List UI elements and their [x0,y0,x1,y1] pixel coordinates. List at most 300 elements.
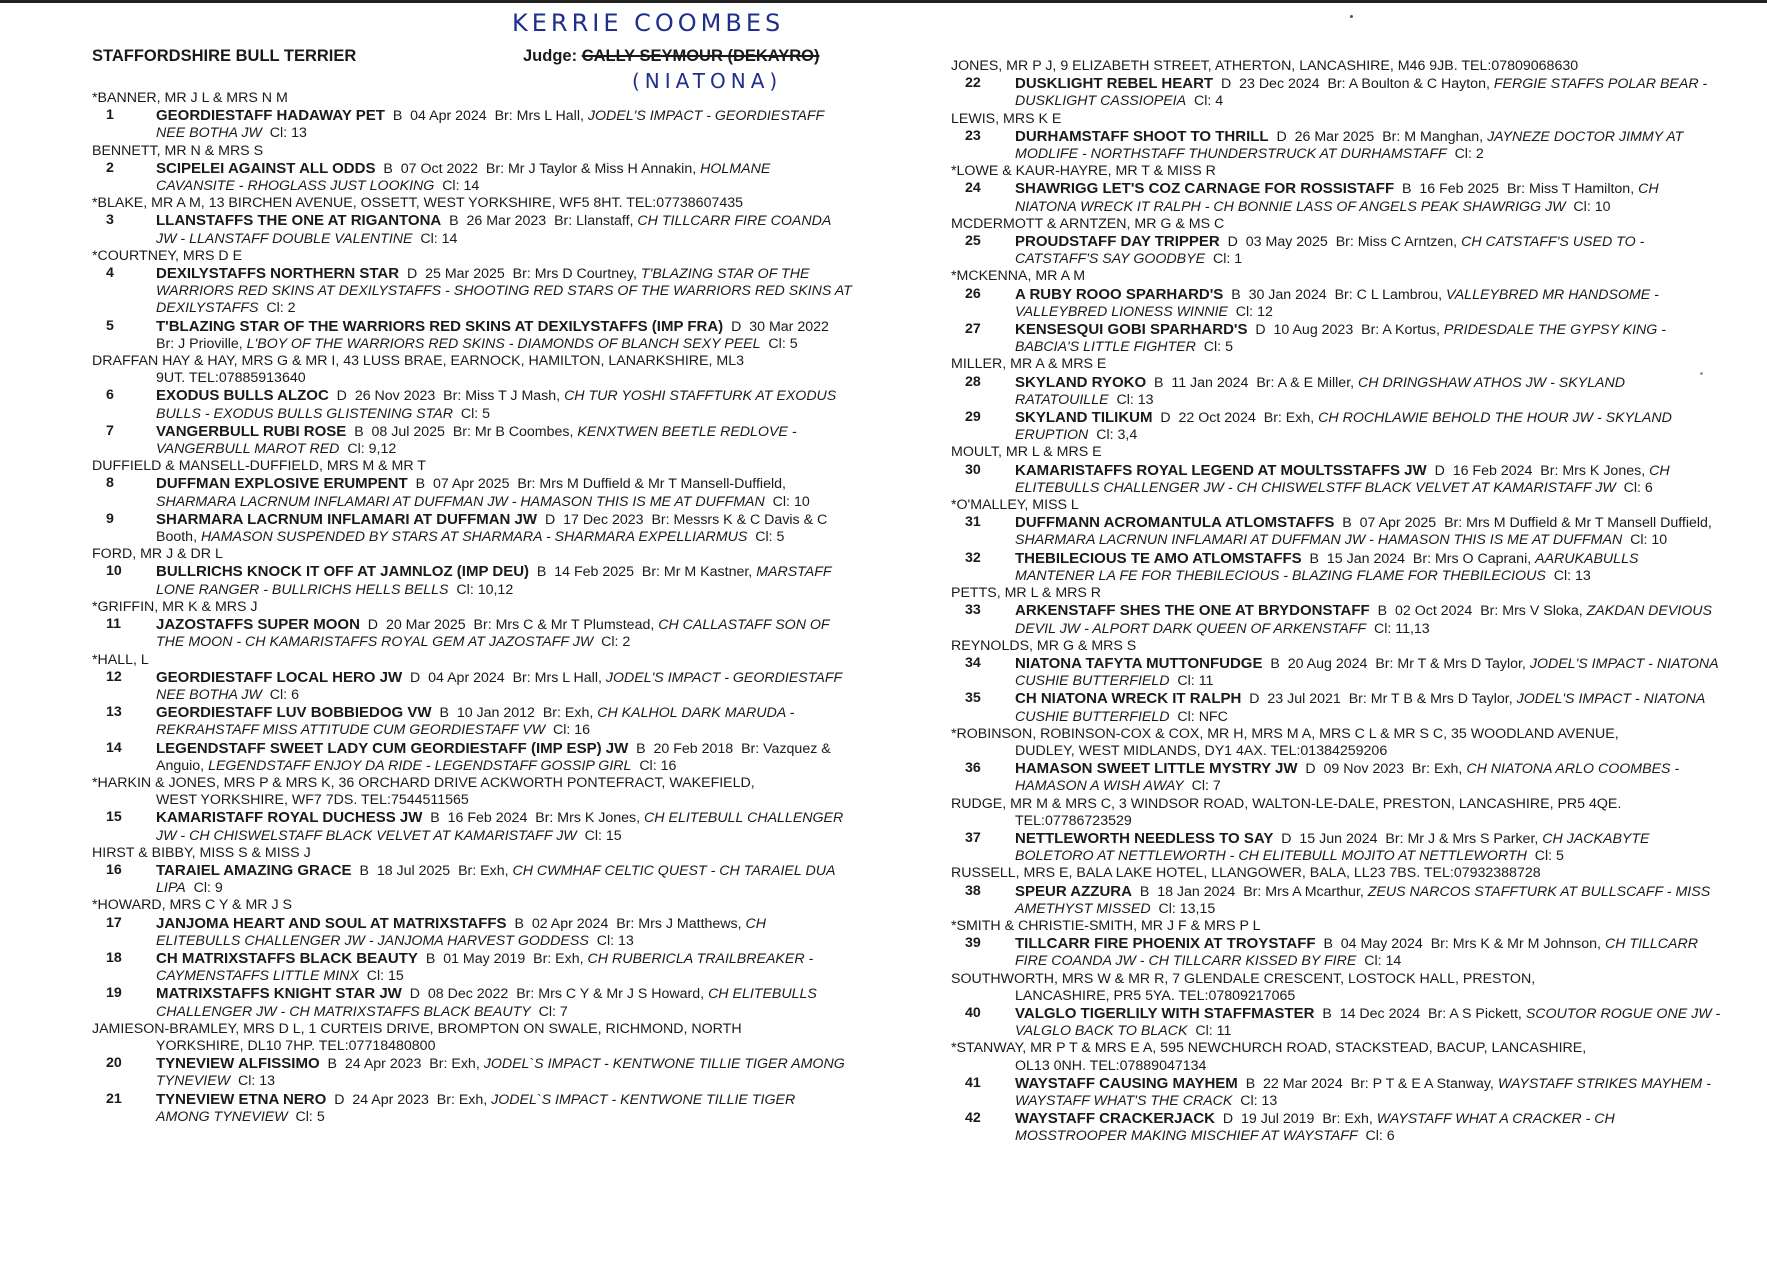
parentage: VALLEYBRED MR HANDSOME - VALLEYBRED LIONESS WINNIE [1015,286,1659,320]
owner-line [92,599,852,616]
entry-row [951,128,1721,163]
entry-number: 14 [106,739,122,756]
parentage: CH ELITEBULLS CHALLENGER JW - CH CHISWELSTFF BLACK VELVET AT KAMARISTAFF JW [1015,462,1670,496]
owner-name: *HALL, L [92,651,149,668]
entry-details [1015,75,1721,110]
entry-details [1015,1110,1721,1145]
dog-dob: 24 Apr 2023 [352,1091,429,1108]
entry-row [951,1005,1721,1040]
entry-details [156,985,852,1020]
owner-address-cont: LANCASHIRE, PR5 5YA. TEL:07809217065 [1015,987,1296,1004]
dog-dob: 26 Mar 2023 [466,213,547,230]
entry-row [92,740,852,775]
dog-name: SKYLAND RYOKO [1015,373,1147,391]
dog-name: SCIPELEI AGAINST ALL ODDS [156,159,376,177]
parentage: JODEL`S IMPACT - KENTWONE TILLIE TIGER AMONG TYNEVIEW [156,1056,845,1090]
entry-details [1015,935,1721,970]
classes-entered: Cl: 2 [601,634,631,651]
breeder: Br: Miss T J Mash, [443,388,561,405]
entry-details [156,1091,852,1126]
parentage: T'BLAZING STAR OF THE WARRIORS RED SKINS AT DEXILYSTAFFS - SHOOTING RED STARS OF THE WARRIORS RED SKINS AT DEXILYSTAFFS [156,266,852,317]
entry-number: 23 [965,127,981,144]
parentage: JODEL'S IMPACT - GEORDIESTAFF NEE BOTHA JW [156,108,824,142]
breeder: Br: P T & E A Stanway, [1350,1075,1494,1092]
dog-name: NETTLEWORTH NEEDLESS TO SAY [1015,829,1274,847]
owner-name: PETTS, MR L & MRS R [951,585,1102,602]
entry-number: 28 [965,373,981,390]
dog-sex: B [439,705,449,722]
parentage: AARUKABULLS MANTENER LA FE FOR THEBILECIOUS - BLAZING FLAME FOR THEBILECIOUS [1015,550,1639,584]
judge-line [523,48,819,65]
right-column [951,0,1721,1146]
breeder: Br: Mrs L Hall, [512,669,602,686]
catalogue-header [92,0,852,93]
owner-name: *SMITH & CHRISTIE-SMITH, MR J F & MRS P L [951,917,1261,934]
classes-entered: Cl: 10 [1630,532,1668,549]
entry-row [951,374,1721,409]
dog-dob: 30 Jan 2024 [1248,286,1327,303]
breeder: Br: Mr J & Mrs S Parker, [1385,830,1539,847]
classes-entered: Cl: 12 [1235,303,1273,320]
breeder: Br: Exh, [1322,1111,1373,1128]
dog-name: SKYLAND TILIKUM [1015,409,1153,427]
dog-sex: B [636,740,646,757]
owner-line [92,546,852,563]
breeder: Br: Mrs C & Mr T Plumstead, [473,617,655,634]
breeder: Br: Mrs A Mcarthur, [1243,883,1364,900]
breeder: Br: Mrs V Sloka, [1480,603,1583,620]
entry-row [951,514,1721,549]
dog-sex: B [449,213,459,230]
owner-name: *COURTNEY, MRS D E [92,247,243,264]
entry-row [951,286,1721,321]
classes-entered: Cl: 11 [1195,1023,1232,1040]
owner-name: *HOWARD, MRS C Y & MR J S [92,897,292,914]
classes-entered: Cl: 10 [772,493,810,510]
owner-line [951,444,1721,461]
entry-details [1015,180,1721,215]
dog-dob: 14 Feb 2025 [554,564,634,581]
entry-number: 19 [106,985,122,1002]
dog-name: GEORDIESTAFF LUV BOBBIEDOG VW [156,704,432,722]
entry-row [92,704,852,739]
classes-entered: Cl: 13 [596,932,634,949]
entry-details [156,704,852,739]
owner-line [951,971,1721,1005]
dog-dob: 20 Mar 2025 [385,617,466,634]
dog-name: DEXILYSTAFFS NORTHERN STAR [156,265,400,283]
dog-sex: B [1139,883,1150,900]
entry-number: 32 [965,549,981,566]
entry-row [92,212,852,247]
dog-name: SHAWRIGG LET'S COZ CARNAGE FOR ROSSISTAFF [1015,180,1395,198]
dog-name: DUFFMANN ACROMANTULA ATLOMSTAFFS [1015,514,1335,532]
dog-sex: D [1276,128,1287,145]
owner-line [951,1040,1721,1074]
breeder: Br: Exh, [429,1056,480,1073]
dog-name: THEBILECIOUS TE AMO ATLOMSTAFFS [1015,549,1302,567]
entry-number: 26 [965,285,981,302]
parentage: CH ROCHLAWIE BEHOLD THE HOUR JW - SKYLAND ERUPTION [1015,410,1672,444]
parentage: CH NIATONA ARLO COOMBES - HAMASON A WISH AWAY [1015,761,1680,795]
classes-entered: Cl: 13 [1116,391,1154,408]
entry-number: 12 [106,668,122,685]
dog-sex: D [406,266,418,283]
entry-row [951,830,1721,865]
classes-entered: Cl: 7 [538,1003,568,1020]
entry-details [156,511,852,546]
entry-row [951,409,1721,444]
entry-number: 18 [106,949,122,966]
dog-dob: 15 Jun 2024 [1299,830,1378,847]
owner-name: DRAFFAN HAY & HAY, MRS G & MR I, 43 LUSS BRAE, EARNOCK, HAMILTON, LANARKSHIRE, ML3 [92,353,744,370]
dog-name: GEORDIESTAFF LOCAL HERO JW [156,668,403,686]
classes-entered: Cl: 6 [269,686,299,703]
owner-name: HIRST & BIBBY, MISS S & MISS J [92,844,311,861]
parentage: CH TILLCARR FIRE COANDA JW - LLANSTAFF DOUBLE VALENTINE [156,213,831,247]
entry-details [156,563,852,598]
entry-number: 27 [965,321,981,338]
parentage: CH ELITEBULLS CHALLENGER JW - JANJOMA HARVEST GODDESS [156,915,767,949]
entry-details [156,318,852,353]
breeder: Br: Mr M Kastner, [641,564,753,581]
entry-row [951,760,1721,795]
owner-address-cont: DUDLEY, WEST MIDLANDS, DY1 4AX. TEL:01384259206 [1015,742,1388,759]
owner-line [951,726,1721,760]
dog-sex: B [1402,181,1412,198]
entry-row [92,318,852,353]
parentage: CH RUBERICLA TRAILBREAKER - CAYMENSTAFFS LITTLE MINX [156,950,814,985]
entry-number: 5 [106,317,114,334]
classes-entered: Cl: 10 [1573,198,1611,215]
parentage: L'BOY OF THE WARRIORS RED SKINS - DIAMONDS OF BLANCH SEXY PEEL [246,335,761,352]
parentage: CH CWMHAF CELTIC QUEST - CH TARAIEL DUA LIPA [156,862,835,897]
dog-dob: 20 Feb 2018 [653,740,734,757]
breeder: Br: J Prioville, [156,335,243,352]
entry-details [156,387,852,422]
parentage: CH CALLASTAFF SON OF THE MOON - CH KAMARISTAFFS ROYAL GEM AT JAZOSTAFF JW [156,617,830,651]
dog-sex: D [1281,830,1292,847]
judge-struck-name: CALLY SEYMOUR (DEKAYRO) [581,47,820,65]
dog-dob: 17 Dec 2023 [563,511,644,528]
entry-number: 39 [965,935,981,952]
entry-details [1015,286,1721,321]
entry-row [951,233,1721,268]
breeder: Br: C L Lambrou, [1334,286,1443,303]
owner-name: *LOWE & KAUR-HAYRE, MR T & MISS R [951,163,1216,180]
owner-name: RUDGE, MR M & MRS C, 3 WINDSOR ROAD, WALTON-LE-DALE, PRESTON, LANCASHIRE, PR5 4QE. [951,795,1622,812]
entry-details [1015,128,1721,163]
dog-dob: 15 Jan 2024 [1326,550,1406,567]
entry-details [156,669,852,704]
breeder: Br: Mrs M Duffield & Mr T Mansell-Duffield, [517,476,786,493]
breeder: Br: Exh, [542,705,594,722]
dog-dob: 04 Apr 2024 [410,108,487,125]
entry-number: 31 [965,514,981,531]
dog-dob: 24 Apr 2023 [344,1056,422,1073]
owner-line [951,356,1721,373]
entry-details [1015,550,1721,585]
owner-name: *O'MALLEY, MISS L [951,497,1079,514]
owner-address-cont: OL13 0NH. TEL:07889047134 [1015,1057,1207,1074]
classes-entered: Cl: 14 [1364,953,1402,970]
owner-name: LEWIS, MRS K E [951,110,1062,127]
dog-name: TILLCARR FIRE PHOENIX AT TROYSTAFF [1015,935,1316,953]
parentage: CH NIATONA WRECK IT RALPH - CH BONNIE LASS OF ANGELS PEAK SHAWRIGG JW [1015,181,1659,215]
entry-details [1015,233,1721,268]
breeder: Br: Mrs M Duffield & Mr T Mansell Duffield, [1444,515,1712,532]
entry-details [1015,1075,1721,1110]
entry-row [92,985,852,1020]
entry-row [92,511,852,546]
classes-entered: Cl: 5 [768,335,798,352]
owner-name: *MCKENNA, MR A M [951,268,1086,285]
breeder: Br: Mr T B & Mrs D Taylor, [1348,691,1513,708]
entry-row [92,265,852,318]
entry-row [951,462,1721,497]
parentage: CH JACKABYTE BOLETORO AT NETTLEWORTH - CH ELITEBULL MOJITO AT NETTLEWORTH [1015,830,1650,865]
entry-details [1015,462,1721,497]
entry-number: 38 [965,882,981,899]
scan-speck [1350,15,1353,18]
dog-dob: 14 Dec 2024 [1339,1005,1421,1022]
classes-entered: Cl: 13 [1240,1092,1278,1109]
dog-name: T'BLAZING STAR OF THE WARRIORS RED SKINS AT DEXILYSTAFFS (IMP FRA) [156,317,724,335]
entry-number: 16 [106,861,122,878]
dog-sex: D [1222,1111,1234,1128]
parentage: CH CATSTAFF'S USED TO - CATSTAFF'S SAY GOODBYE [1015,234,1645,268]
dog-sex: D [1227,234,1238,251]
entry-details [156,862,852,897]
owner-line [92,248,852,265]
owner-line [951,796,1721,830]
owner-line [92,195,852,212]
dog-sex: D [409,986,420,1003]
dog-name: CH MATRIXSTAFFS BLACK BEAUTY [156,949,418,967]
entry-details [156,1055,852,1090]
dog-name: ARKENSTAFF SHES THE ONE AT BRYDONSTAFF [1015,602,1370,620]
owner-line [951,216,1721,233]
breeder: Br: Mrs O Caprani, [1412,550,1532,567]
breeder: Br: Mr B Coombes, [452,423,574,440]
dog-name: BULLRICHS KNOCK IT OFF AT JAMNLOZ (IMP DEU) [156,563,530,581]
dog-sex: B [536,564,547,581]
entry-row [92,616,852,651]
dog-name: JAZOSTAFFS SUPER MOON [156,616,360,634]
classes-entered: Cl: 10,12 [456,581,514,598]
left-entries-list [92,90,852,1126]
classes-entered: Cl: 2 [266,300,296,317]
owner-name: *GRIFFIN, MR K & MRS J [92,598,258,615]
owner-line [92,1021,852,1055]
dog-name: NIATONA TAFYTA MUTTONFUDGE [1015,654,1263,672]
dog-sex: D [1160,410,1171,427]
entry-number: 2 [106,159,114,176]
entry-details [156,950,852,985]
owner-name: MOULT, MR L & MRS E [951,444,1102,461]
entry-row [92,1091,852,1126]
dog-sex: B [1154,374,1164,391]
entry-row [951,690,1721,725]
dog-sex: D [1434,462,1445,479]
dog-name: JANJOMA HEART AND SOUL AT MATRIXSTAFFS [156,914,507,932]
entry-row [92,107,852,142]
dog-name: EXODUS BULLS ALZOC [156,387,329,405]
owner-line [951,865,1721,882]
classes-entered: Cl: NFC [1177,708,1228,725]
classes-entered: Cl: 5 [755,529,785,546]
entry-row [92,809,852,844]
parentage: JODEL'S IMPACT - NIATONA CUSHIE BUTTERFIELD [1015,691,1705,725]
entry-details [156,265,852,318]
dog-dob: 03 May 2025 [1245,234,1328,251]
entry-details [156,160,852,195]
parentage: SHARMARA LACRNUM INFLAMARI AT DUFFMAN JW - HAMASON THIS IS ME AT DUFFMAN [156,493,765,510]
dog-name: MATRIXSTAFFS KNIGHT STAR JW [156,985,402,1003]
entry-row [92,950,852,985]
parentage: JODEL'S IMPACT - GEORDIESTAFF NEE BOTHA JW [156,669,842,703]
entry-row [951,1110,1721,1145]
dog-name: GEORDIESTAFF HADAWAY PET [156,107,385,125]
entry-number: 6 [106,387,114,404]
dog-name: PROUDSTAFF DAY TRIPPER [1015,233,1220,251]
dog-sex: D [367,617,379,634]
entry-number: 4 [106,265,114,282]
entry-details [156,475,852,510]
entry-details [1015,760,1721,795]
dog-dob: 07 Apr 2025 [1359,515,1437,532]
owner-line [92,897,852,914]
dog-dob: 11 Jan 2024 [1171,374,1249,391]
owner-name: REYNOLDS, MR G & MRS S [951,637,1137,654]
entry-row [951,180,1721,215]
dog-sex: D [1305,761,1316,778]
owner-name: RUSSELL, MRS E, BALA LAKE HOTEL, LLANGOWER, BALA, LL23 7BS. TEL:07932388728 [951,865,1541,882]
classes-entered: Cl: 7 [1191,778,1221,795]
parentage: FERGIE STAFFS POLAR BEAR - DUSKLIGHT CASSIOPEIA [1015,76,1708,110]
owner-address-cont: 9UT. TEL:07885913640 [156,370,306,387]
dog-name: TYNEVIEW ETNA NERO [156,1090,327,1108]
dog-sex: D [410,669,421,686]
entry-row [951,655,1721,690]
owner-address-cont: TEL:07786723529 [1015,812,1132,829]
breeder: Br: Mr T & Mrs D Taylor, [1375,655,1526,672]
dog-dob: 22 Oct 2024 [1178,410,1256,427]
entry-details [1015,830,1721,865]
breeder: Br: Exh, [1263,410,1315,427]
entry-row [951,883,1721,918]
breeder: Br: Messrs K & C Davis & C Booth, [156,511,828,546]
dog-dob: 02 Oct 2024 [1394,603,1473,620]
entry-row [92,423,852,458]
classes-entered: Cl: 11,13 [1373,620,1430,637]
parentage: LEGENDSTAFF ENJOY DA RIDE - LEGENDSTAFF GOSSIP GIRL [208,757,632,774]
owner-name: MILLER, MR A & MRS E [951,356,1107,373]
dog-name: A RUBY ROOO SPARHARD'S [1015,285,1224,303]
classes-entered: Cl: 16 [639,757,677,774]
owner-name: DUFFIELD & MANSELL-DUFFIELD, MRS M & MR T [92,458,426,475]
entry-row [92,160,852,195]
entry-row [951,550,1721,585]
entry-number: 36 [965,760,981,777]
classes-entered: Cl: 2 [1454,146,1484,163]
dog-sex: B [383,160,393,177]
handwritten-judge-name: KERRIE COOMBES [512,9,785,37]
classes-entered: Cl: 5 [295,1108,325,1125]
dog-dob: 25 Mar 2025 [425,266,505,283]
entry-number: 21 [106,1090,122,1107]
classes-entered: Cl: 15 [366,968,404,985]
parentage: PRIDESDALE THE GYPSY KING - BABCIA'S LITTLE FIGHTER [1015,322,1666,356]
parentage: SHARMARA LACRNUN INFLAMARI AT DUFFMAN JW - HAMASON THIS IS ME AT DUFFMAN [1015,532,1623,549]
dog-sex: B [415,476,426,493]
dog-dob: 23 Dec 2024 [1239,76,1320,93]
dog-sex: B [1323,936,1333,953]
dog-dob: 18 Jul 2025 [376,862,451,879]
dog-sex: D [336,388,347,405]
dog-sex: B [430,810,440,827]
dog-name: KAMARISTAFF ROYAL DUCHESS JW [156,809,423,827]
breeder: Br: Exh, [1411,761,1463,778]
owner-name: *ROBINSON, ROBINSON-COX & COX, MR H, MRS M A, MRS C L & MR S C, 35 WOODLAND AVENUE, [951,725,1619,742]
dog-sex: B [1231,286,1241,303]
dog-sex: D [731,318,742,335]
owner-line [92,458,852,475]
owner-address-cont: WEST YORKSHIRE, WF7 7DS. TEL:7544511565 [156,792,469,809]
right-column-spacer [951,0,1721,58]
classes-entered: Cl: 6 [1365,1128,1395,1145]
parentage: WAYSTAFF WHAT A CRACKER - CH MOSSTROOPER MAKING MISCHIEF AT WAYSTAFF [1015,1111,1615,1145]
dog-dob: 20 Aug 2024 [1287,655,1368,672]
dog-dob: 09 Nov 2023 [1323,761,1405,778]
owner-name: JAMIESON-BRAMLEY, MRS D L, 1 CURTEIS DRIVE, BROMPTON ON SWALE, RICHMOND, NORTH [92,1020,742,1037]
classes-entered: Cl: 5 [1534,848,1564,865]
classes-entered: Cl: 13,15 [1158,900,1216,917]
classes-entered: Cl: 14 [442,178,480,195]
classes-entered: Cl: 13 [238,1073,276,1090]
owner-name: FORD, MR J & DR L [92,546,223,563]
entry-row [951,321,1721,356]
entry-number: 13 [106,704,122,721]
entry-number: 15 [106,809,122,826]
dog-dob: 19 Jul 2019 [1241,1111,1315,1128]
breeder: Br: Mrs K Jones, [1540,462,1646,479]
dog-dob: 10 Jan 2012 [456,705,535,722]
dog-name: DUFFMAN EXPLOSIVE ERUMPENT [156,475,408,493]
classes-entered: Cl: 13 [269,125,307,142]
dog-name: WAYSTAFF CRACKERJACK [1015,1110,1216,1128]
owner-line [92,353,852,387]
breeder: Br: M Manghan, [1382,128,1484,145]
entry-row [92,915,852,950]
entry-row [951,1075,1721,1110]
dog-dob: 04 Apr 2024 [428,669,505,686]
entry-row [92,563,852,598]
dog-dob: 30 Mar 2022 [749,318,829,335]
dog-dob: 26 Nov 2023 [354,388,436,405]
entry-details [1015,602,1721,637]
classes-entered: Cl: 9,12 [347,441,397,458]
entry-number: 24 [965,180,981,197]
entry-details [156,212,852,247]
breeder: Br: Mrs C Y & Mr J S Howard, [516,986,705,1003]
parentage: JAYNEZE DOCTOR JIMMY AT MODLIFE - NORTHSTAFF THUNDERSTRUCK AT DURHAMSTAFF [1015,128,1684,163]
dog-sex: B [425,950,436,967]
scan-speck [1700,372,1703,375]
classes-entered: Cl: 9 [193,880,223,897]
breeder: Br: A Boulton & C Hayton, [1327,76,1490,93]
dog-name: VANGERBULL RUBI ROSE [156,422,347,440]
